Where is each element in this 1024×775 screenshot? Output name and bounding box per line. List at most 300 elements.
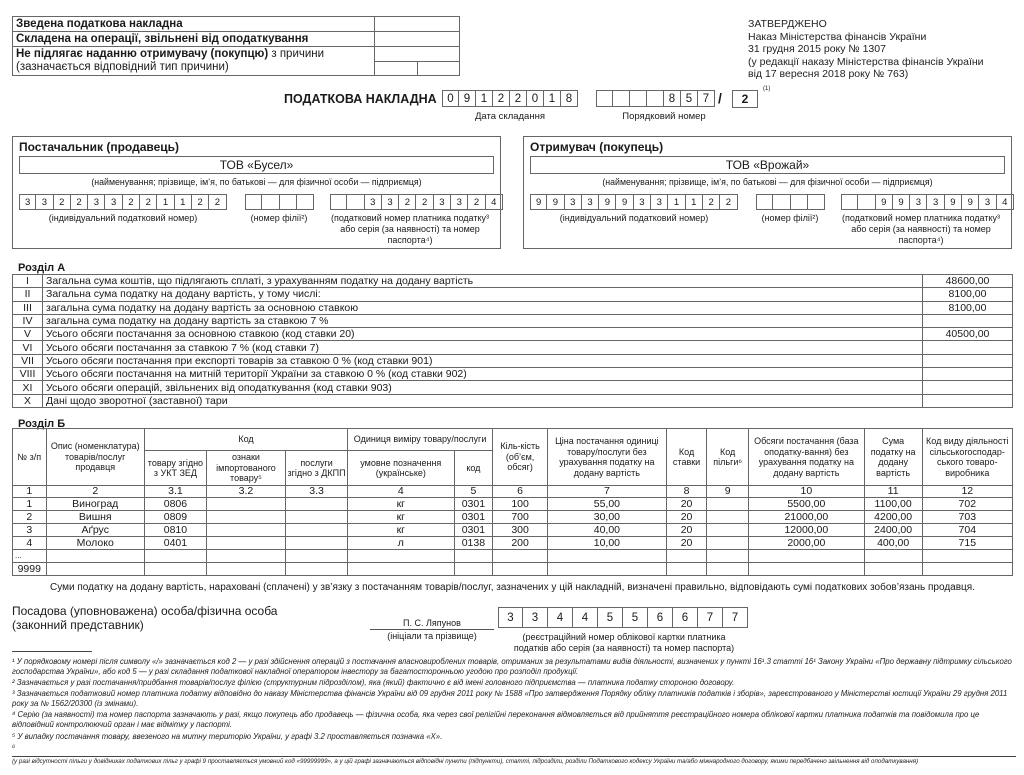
date-digit[interactable]: 0 [527, 90, 544, 107]
row-label: Усього обсяги постачання на митній території України за ставкою 0 % (код ставки 902) [43, 368, 923, 381]
number-digit[interactable]: 5 [681, 90, 698, 107]
header-code-group: Код [144, 429, 347, 451]
cell-volume[interactable]: 2000,00 [748, 537, 864, 550]
cell-rate-code[interactable] [666, 550, 707, 563]
taxno-digit[interactable]: 3 [979, 194, 996, 210]
row-number: X [13, 394, 43, 407]
cell-rate-code[interactable]: 20 [666, 537, 707, 550]
ipn-digit[interactable]: 3 [36, 194, 53, 210]
section-a-row [13, 354, 1013, 367]
row-number: IV [13, 314, 43, 327]
column-number: 9 [707, 486, 749, 498]
taxno-digit[interactable]: 2 [399, 194, 416, 210]
not-given-rest-text: з причини [268, 48, 325, 60]
row-label: загальна сума податку на додану вартість за ставкою 7 % [43, 314, 923, 327]
footnote-2: ² Зазначається у разі постачання/придбання товарів/послуг філією (структурним підрозділом), яка (який) фактично є від імені головного підприємства — платника податку стороною договору. [12, 678, 735, 688]
reason-type-field-1[interactable] [375, 62, 418, 76]
table-row [13, 524, 1013, 537]
cell-dkpp[interactable] [286, 498, 348, 511]
signatory-name-field[interactable]: П. С. Ляпунов [370, 618, 494, 630]
date-digit[interactable]: 1 [544, 90, 561, 107]
row-label: Усього обсяги постачання за ставкою 7 % (код ставки 7) [43, 341, 923, 354]
footnote-6-text: (у разі відсутності пільги у довідниках податкових пільг у графі 9 проставляється умовний код «99999999», а у цій графі зазначаються відповідні пункти (підпункти), статті, підрозділи, розділи Податкового кодексу України та/або міжнародного договору, якими передбачено звільнення від оподаткування) [12, 758, 919, 765]
not-given-reason-hint: (зазначається відповідний тип причини) [16, 61, 229, 73]
footnote-3: ³ Зазначається податковий номер платника податку відповідно до наказу Міністерства фінансів України від 09 грудня 2011 року № 1588 «Про затвердження Порядку обліку платників податків і зборів», зареєстрованого у Міністерстві юстиції України 29 грудня 2011 року за № 1562/20300 (із змінами). [12, 689, 1008, 709]
cell-price[interactable]: 30,00 [547, 511, 666, 524]
reg-digit[interactable]: 4 [548, 607, 573, 628]
cell-quantity[interactable]: 700 [493, 511, 548, 524]
ipn-digit[interactable]: 2 [703, 194, 720, 210]
reg-hint-line-2: податків або серія (за наявності) та номер паспорта) [513, 643, 735, 653]
cell-agri-code[interactable]: 702 [922, 498, 1012, 511]
cell-quantity[interactable] [493, 563, 548, 576]
ipn-digit[interactable]: 3 [105, 194, 122, 210]
cell-unit-name[interactable]: кг [348, 498, 455, 511]
number-digit[interactable] [613, 90, 630, 107]
number-digit[interactable]: 7 [698, 90, 715, 107]
cell-price[interactable] [547, 550, 666, 563]
row-number: VI [13, 341, 43, 354]
footnote-6-divider [12, 756, 1016, 757]
cell-num: ... [13, 550, 47, 563]
consolidated-invoice-field[interactable] [375, 17, 460, 32]
table-row [13, 563, 1013, 576]
section-b-table [12, 428, 1013, 576]
buyer-title: Отримувач (покупець) [530, 140, 664, 154]
section-a-row [13, 301, 1013, 314]
cell-unit-code[interactable]: 0301 [454, 511, 493, 524]
cell-import[interactable] [206, 537, 285, 550]
row-value[interactable]: 8100,00 [923, 301, 1013, 314]
taxno-digit[interactable] [347, 194, 364, 210]
invoice-date-field[interactable] [442, 90, 578, 107]
number-digit[interactable] [630, 90, 647, 107]
cell-unit-name[interactable]: л [348, 537, 455, 550]
not-given-bold-text: Не підлягає наданню отримувачу (покупцю) [16, 48, 269, 60]
taxno-digit[interactable]: 3 [910, 194, 927, 210]
number-slash: / [718, 90, 722, 106]
cell-volume[interactable] [748, 563, 864, 576]
header-unit-group: Одиниця виміру товару/послуги [348, 429, 493, 451]
cell-unit-code[interactable] [454, 550, 493, 563]
cell-quantity[interactable] [493, 550, 548, 563]
ipn-digit[interactable]: 1 [668, 194, 685, 210]
cell-dkpp[interactable] [286, 537, 348, 550]
row-value[interactable] [923, 368, 1013, 381]
branch-digit[interactable] [808, 194, 825, 210]
cell-import[interactable] [206, 511, 285, 524]
buyer-branch-hint: (номер філії²) [761, 213, 819, 223]
header-rate-code: Код ставки [666, 429, 707, 486]
cell-unit-code[interactable]: 0138 [454, 537, 493, 550]
cell-agri-code[interactable]: 703 [922, 511, 1012, 524]
cell-agri-code[interactable] [922, 563, 1012, 576]
ipn-digit[interactable]: 9 [530, 194, 547, 210]
cell-unit-name[interactable] [348, 550, 455, 563]
ipn-digit[interactable]: 1 [175, 194, 192, 210]
approved-line-2: Наказ Міністерства фінансів України [748, 30, 927, 43]
row-number: XI [13, 381, 43, 394]
cell-rate-code[interactable]: 20 [666, 524, 707, 537]
row-label: Загальна сума коштів, що підлягають сплаті, з урахуванням податку на додану вартість [43, 275, 923, 288]
section-a-title: Розділ А [18, 262, 66, 274]
cell-dkpp[interactable] [286, 563, 348, 576]
section-a-row [13, 394, 1013, 407]
header-vat-sum: Сума податку на додану вартість [864, 429, 922, 486]
cell-unit-code[interactable] [454, 563, 493, 576]
table-row [13, 537, 1013, 550]
header-description: Опис (номенклатура) товарів/послуг продавця [46, 429, 144, 486]
cell-ukt[interactable] [144, 563, 206, 576]
cell-rate-code[interactable] [666, 563, 707, 576]
cell-benefit-code[interactable] [707, 563, 749, 576]
signatory-reg-number-hint [498, 632, 750, 654]
branch-digit[interactable] [245, 194, 262, 210]
footnote-divider [12, 651, 92, 652]
exempt-operations-label: Складена на операції, звільнені від оподаткування [13, 32, 375, 47]
cell-benefit-code[interactable] [707, 524, 749, 537]
section-a-row [13, 328, 1013, 341]
invoice-number-field[interactable] [596, 90, 715, 107]
cell-price[interactable] [547, 563, 666, 576]
branch-digit[interactable] [791, 194, 808, 210]
header-unit-code: код [454, 451, 493, 486]
header-quantity: Кіль-кість (об’єм, обсяг) [493, 429, 548, 486]
date-digit[interactable]: 2 [493, 90, 510, 107]
cell-agri-code[interactable] [922, 550, 1012, 563]
cell-benefit-code[interactable] [707, 537, 749, 550]
section-a-table [12, 274, 1013, 408]
footnote-1-marker: (1) [763, 86, 771, 92]
taxno-digit[interactable]: 9 [962, 194, 979, 210]
taxno-digit[interactable]: 4 [997, 194, 1014, 210]
row-value[interactable] [923, 394, 1013, 407]
confirmation-statement: Суми податку на додану вартість, нараховані (сплачені) у зв’язку з постачанням товарів/послуг, зазначених у цій накладній, визначені правильно, відповідають сумі податкових зобов’язань продавця. [50, 582, 975, 593]
row-value[interactable] [923, 354, 1013, 367]
row-label: Загальна сума податку на додану вартість, у тому числі: [43, 288, 923, 301]
ipn-digit[interactable]: 2 [123, 194, 140, 210]
taxno-digit[interactable]: 2 [468, 194, 485, 210]
taxno-digit[interactable]: 9 [945, 194, 962, 210]
signatory-role [12, 604, 277, 632]
header-code-dkpp: послуги згідно з ДКПП [286, 451, 348, 486]
ipn-digit[interactable]: 1 [686, 194, 703, 210]
header-volume: Обсяги постачання (база оподатку-вання) без урахування податку на додану вартість [748, 429, 864, 486]
cell-num: 1 [13, 498, 47, 511]
signatory-role-line-1: Посадова (уповноважена) особа/фізична особа [12, 604, 278, 618]
column-number: 6 [493, 486, 548, 498]
buyer-panel [523, 136, 1012, 249]
cell-ukt[interactable]: 0809 [144, 511, 206, 524]
cell-price[interactable]: 55,00 [547, 498, 666, 511]
cell-vat-sum[interactable]: 1100,00 [864, 498, 922, 511]
cell-rate-code[interactable]: 20 [666, 511, 707, 524]
reg-hint-line-1: (реєстраційний номер облікової картки платника [522, 632, 726, 642]
seller-ipn-field[interactable] [19, 194, 227, 210]
reg-digit[interactable]: 6 [673, 607, 698, 628]
seller-branch-hint: (номер філії²) [250, 213, 308, 223]
cell-quantity[interactable]: 200 [493, 537, 548, 550]
buyer-ipn-field[interactable] [530, 194, 738, 210]
reg-digit[interactable]: 3 [523, 607, 548, 628]
cell-description[interactable]: Виноград [46, 498, 144, 511]
cell-description[interactable]: Аґрус [46, 524, 144, 537]
taxno-digit[interactable]: 9 [876, 194, 893, 210]
cell-ukt[interactable] [144, 550, 206, 563]
cell-import[interactable] [206, 563, 285, 576]
reg-digit[interactable]: 6 [648, 607, 673, 628]
branch-digit[interactable] [262, 194, 279, 210]
cell-volume[interactable]: 12000,00 [748, 524, 864, 537]
cell-dkpp[interactable] [286, 524, 348, 537]
row-number: III [13, 301, 43, 314]
footnote-4: ⁴ Серію (за наявності) та номер паспорта зазначають у разі, якщо покупець або продавець — фізична особа, яка через свої релігійні переконання відмовляється від прийняття реєстраційного номера облікової картки платника податків та повідомила про це відповідний контролюючий орган і має відмітку у паспорті. [12, 710, 980, 730]
number-digit[interactable] [647, 90, 664, 107]
row-value[interactable]: 40500,00 [923, 328, 1013, 341]
cell-volume[interactable]: 21000,00 [748, 511, 864, 524]
cell-vat-sum[interactable] [864, 550, 922, 563]
footnote-5: ⁵ У випадку постачання товару, ввезеного на митну територію України, у графі 3.2 проставляється позначка «Х». [12, 731, 443, 741]
date-digit[interactable]: 1 [476, 90, 493, 107]
row-number: V [13, 328, 43, 341]
date-digit[interactable]: 8 [561, 90, 578, 107]
cell-import[interactable] [206, 550, 285, 563]
date-digit[interactable]: 9 [459, 90, 476, 107]
column-number: 8 [666, 486, 707, 498]
cell-unit-code[interactable]: 0301 [454, 498, 493, 511]
taxno-digit[interactable]: 2 [416, 194, 433, 210]
table-row [13, 550, 1013, 563]
row-label: загальна сума податку на додану вартість за основною ставкою [43, 301, 923, 314]
branch-digit[interactable] [280, 194, 297, 210]
signatory-name-hint: (ініціали та прізвище) [387, 631, 477, 641]
buyer-taxno-field[interactable] [841, 194, 1014, 210]
cell-agri-code[interactable]: 715 [922, 537, 1012, 550]
ipn-digit[interactable]: 3 [582, 194, 599, 210]
column-number: 3.2 [206, 486, 285, 498]
cell-vat-sum[interactable]: 4200,00 [864, 511, 922, 524]
cell-benefit-code[interactable] [707, 550, 749, 563]
cell-agri-code[interactable]: 704 [922, 524, 1012, 537]
date-digit[interactable]: 0 [442, 90, 459, 107]
taxno-digit[interactable] [858, 194, 875, 210]
row-value[interactable]: 48600,00 [923, 275, 1013, 288]
seller-taxno-field[interactable] [330, 194, 503, 210]
buyer-taxno-hint: (податковий номер платника податку³ або серія (за наявності) та номер паспорта⁴) [841, 213, 1000, 245]
seller-name-field[interactable]: ТОВ «Бусел» [19, 156, 494, 174]
taxno-digit[interactable]: 3 [434, 194, 451, 210]
not-given-to-buyer-label [13, 47, 375, 76]
column-number: 2 [46, 486, 144, 498]
section-a-row [13, 381, 1013, 394]
cell-num: 2 [13, 511, 47, 524]
approved-line-3: 31 грудня 2015 року № 1307 [748, 43, 886, 56]
row-number: II [13, 288, 43, 301]
seller-branch-field[interactable] [245, 194, 314, 210]
row-label: Усього обсяги постачання за основною ставкою (код ставки 20) [43, 328, 923, 341]
cell-description[interactable] [46, 550, 144, 563]
footnotes [12, 657, 1016, 754]
column-number: 1 [13, 486, 47, 498]
column-number: 4 [348, 486, 455, 498]
branch-digit[interactable] [756, 194, 773, 210]
signatory-reg-number-field[interactable] [498, 607, 748, 628]
cell-ukt[interactable]: 0810 [144, 524, 206, 537]
buyer-branch-field[interactable] [756, 194, 825, 210]
ipn-digit[interactable]: 2 [140, 194, 157, 210]
column-number: 7 [547, 486, 666, 498]
taxno-digit[interactable] [330, 194, 347, 210]
reg-digit[interactable]: 7 [723, 607, 748, 628]
number-digit[interactable]: 8 [664, 90, 681, 107]
ipn-digit[interactable]: 2 [71, 194, 88, 210]
seller-taxno-hint: (податковий номер платника податку³ або серія (за наявності) та номер паспорта⁴) [330, 213, 489, 245]
cell-unit-code[interactable]: 0301 [454, 524, 493, 537]
reg-digit[interactable]: 7 [698, 607, 723, 628]
reg-digit[interactable]: 5 [598, 607, 623, 628]
ipn-digit[interactable]: 3 [634, 194, 651, 210]
approved-line-4: (у редакції наказу Міністерства фінансів України [748, 55, 984, 68]
date-digit[interactable]: 2 [510, 90, 527, 107]
buyer-ipn-hint: (індивідуальний податковий номер) [559, 213, 709, 223]
column-number-row [13, 486, 1013, 498]
row-number: I [13, 275, 43, 288]
cell-price[interactable]: 40,00 [547, 524, 666, 537]
taxno-digit[interactable]: 3 [365, 194, 382, 210]
seller-title: Постачальник (продавець) [19, 140, 180, 154]
cell-price[interactable]: 10,00 [547, 537, 666, 550]
seller-name-hint: (найменування; прізвище, ім’я, по батькові — для фізичної особи — підприємця) [91, 177, 422, 187]
reason-type-field-2[interactable] [417, 62, 460, 76]
seller-panel [12, 136, 501, 249]
table-row [13, 498, 1013, 511]
row-value[interactable] [923, 314, 1013, 327]
table-row [13, 511, 1013, 524]
taxno-digit[interactable] [841, 194, 858, 210]
invoice-number-label: Порядковий номер [622, 111, 706, 122]
cell-vat-sum[interactable]: 400,00 [864, 537, 922, 550]
buyer-name-field[interactable]: ТОВ «Врожай» [530, 156, 1005, 174]
row-value[interactable] [923, 341, 1013, 354]
cell-ukt[interactable]: 0806 [144, 498, 206, 511]
cell-num: 4 [13, 537, 47, 550]
invoice-title: ПОДАТКОВА НАКЛАДНА [284, 92, 437, 106]
section-a-row [13, 275, 1013, 288]
invoice-date-label: Дата складання [475, 111, 545, 122]
row-value[interactable] [923, 381, 1013, 394]
taxno-digit[interactable]: 4 [486, 194, 503, 210]
cell-description[interactable]: Вишня [46, 511, 144, 524]
signatory-role-line-2: (законний представник) [12, 618, 144, 632]
ipn-digit[interactable]: 2 [209, 194, 226, 210]
consolidated-invoice-label: Зведена податкова накладна [13, 17, 375, 32]
cell-ukt[interactable]: 0401 [144, 537, 206, 550]
cell-unit-name[interactable]: кг [348, 511, 455, 524]
column-number: 3.1 [144, 486, 206, 498]
row-number: VII [13, 354, 43, 367]
header-code-ukt: товару згідно з УКТ ЗЕД [144, 451, 206, 486]
taxno-digit[interactable]: 3 [927, 194, 944, 210]
ipn-digit[interactable]: 3 [88, 194, 105, 210]
section-a-row [13, 368, 1013, 381]
number-digit[interactable] [596, 90, 613, 107]
row-label: Усього обсяги постачання при експорті товарів за ставкою 0 % (код ставки 901) [43, 354, 923, 367]
cell-dkpp[interactable] [286, 511, 348, 524]
ipn-digit[interactable]: 9 [547, 194, 564, 210]
approved-line-5: від 17 вересня 2018 року № 763) [748, 68, 909, 81]
cell-quantity[interactable]: 300 [493, 524, 548, 537]
header-agri-code: Код виду діяльності сільськогосподар-ського товаро-виробника [922, 429, 1012, 486]
ipn-digit[interactable]: 3 [565, 194, 582, 210]
column-number: 10 [748, 486, 864, 498]
cell-description[interactable] [46, 563, 144, 576]
header-benefit-code: Код пільги⁶ [707, 429, 749, 486]
cell-rate-code[interactable]: 20 [666, 498, 707, 511]
row-value[interactable]: 8100,00 [923, 288, 1013, 301]
reg-digit[interactable]: 5 [623, 607, 648, 628]
section-a-row [13, 288, 1013, 301]
ipn-digit[interactable]: 3 [651, 194, 668, 210]
cell-volume[interactable]: 5500,00 [748, 498, 864, 511]
column-number: 3.3 [286, 486, 348, 498]
cell-vat-sum[interactable] [864, 563, 922, 576]
ipn-digit[interactable]: 1 [157, 194, 174, 210]
cell-benefit-code[interactable] [707, 498, 749, 511]
approval-stamp [748, 18, 984, 81]
header-code-import: ознаки імпортованого товару⁵ [206, 451, 285, 486]
cell-num: 9999 [13, 563, 47, 576]
invoice-suffix-code-field[interactable]: 2 [732, 90, 758, 108]
header-num: № з/п [13, 429, 47, 486]
reg-digit[interactable]: 4 [573, 607, 598, 628]
not-given-flag-field[interactable] [375, 47, 460, 62]
column-number: 5 [454, 486, 493, 498]
reg-digit[interactable]: 3 [498, 607, 523, 628]
row-number: VIII [13, 368, 43, 381]
ipn-digit[interactable]: 9 [599, 194, 616, 210]
ipn-digit[interactable]: 2 [54, 194, 71, 210]
taxno-digit[interactable]: 9 [893, 194, 910, 210]
ipn-digit[interactable]: 9 [616, 194, 633, 210]
taxno-digit[interactable]: 3 [451, 194, 468, 210]
taxno-digit[interactable]: 3 [382, 194, 399, 210]
ipn-digit[interactable]: 3 [19, 194, 36, 210]
cell-num: 3 [13, 524, 47, 537]
cell-import[interactable] [206, 498, 285, 511]
cell-import[interactable] [206, 524, 285, 537]
exempt-operations-field[interactable] [375, 32, 460, 47]
column-number: 12 [922, 486, 1012, 498]
approved-line-1: ЗАТВЕРДЖЕНО [748, 18, 827, 30]
header-unit-name: умовне позначення (українське) [348, 451, 455, 486]
ipn-digit[interactable]: 2 [720, 194, 737, 210]
cell-benefit-code[interactable] [707, 511, 749, 524]
cell-unit-name[interactable] [348, 563, 455, 576]
section-a-row [13, 314, 1013, 327]
footnote-6-marker: ⁶ [12, 742, 16, 752]
cell-volume[interactable] [748, 550, 864, 563]
cell-quantity[interactable]: 100 [493, 498, 548, 511]
cell-vat-sum[interactable]: 2400,00 [864, 524, 922, 537]
cell-description[interactable]: Молоко [46, 537, 144, 550]
column-number: 11 [864, 486, 922, 498]
cell-unit-name[interactable]: кг [348, 524, 455, 537]
branch-digit[interactable] [297, 194, 314, 210]
ipn-digit[interactable]: 2 [192, 194, 209, 210]
branch-digit[interactable] [773, 194, 790, 210]
cell-dkpp[interactable] [286, 550, 348, 563]
seller-ipn-hint: (індивідуальний податковий номер) [48, 213, 198, 223]
